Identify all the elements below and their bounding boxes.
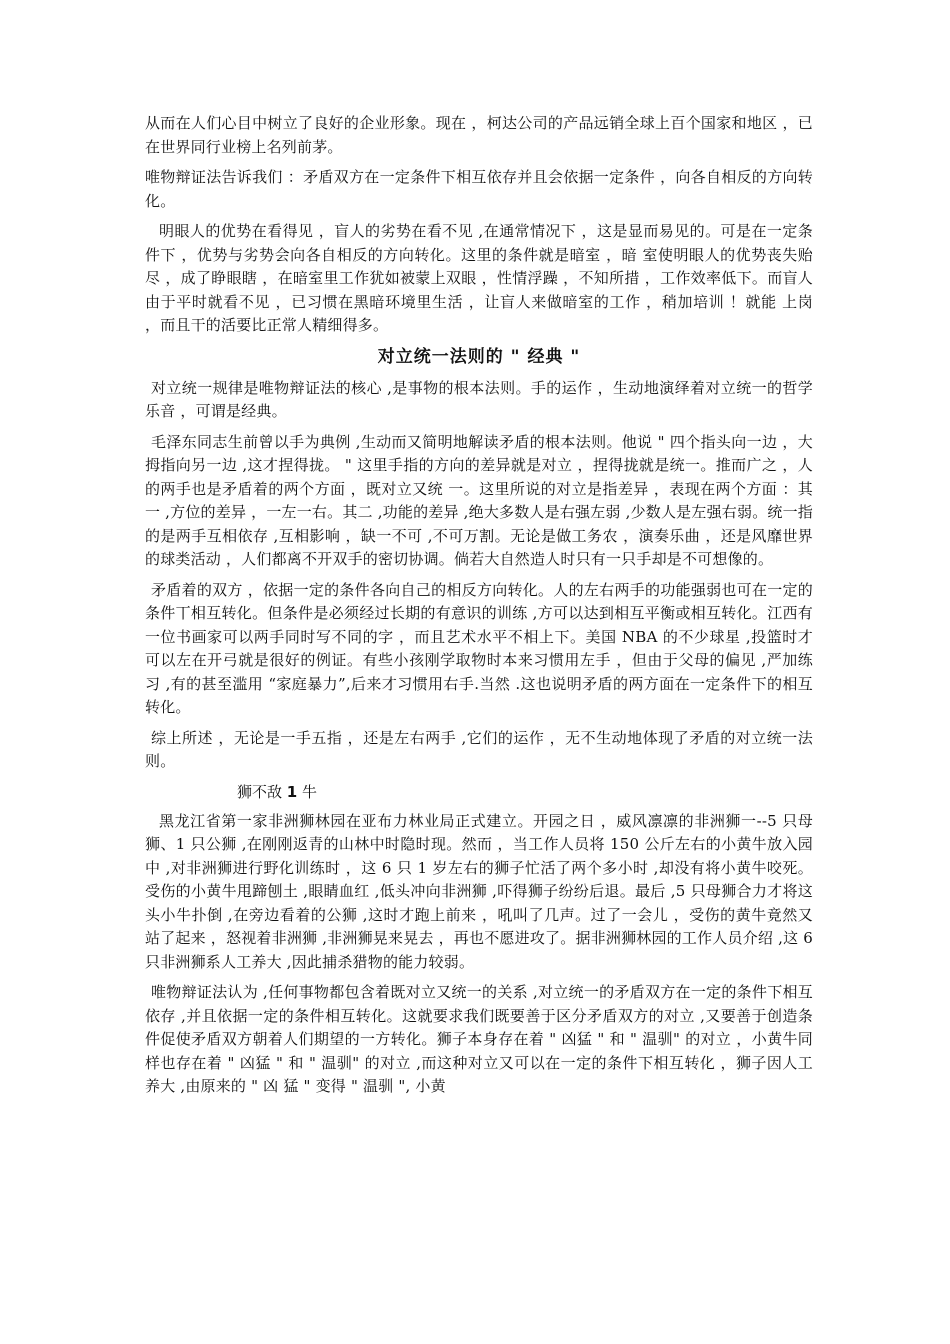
- paragraph: 毛泽东同志生前曾以手为典例 ,生动而又简明地解读矛盾的根本法则。他说 " 四个指头向一边 ，大拇指向另一边 ,这才捏得拢。 " 这里手指的方向的差异就是对立 ，捏得拢就是统一。推而广之 ，人的两手也是矛盾着的两个方面 ，既对立又统 一。这里所说的对立是指差异 ，表现在两个方面 ：其一 ,方位的差异 ，一左一右。其二 ,功能的差异 ,绝大多数人是右强左弱 ,少数人是左强右弱。统一指的是两手互相依存 ,互相影响 ，缺一不可 ,不可万割。无论是做工务农 ，演奏乐曲 ，还是风靡世界的球类活动 ，人们都离不开双手的密切协调。倘若大自然造人时只有一只手却是不可想像的。: [145, 432, 813, 568]
- paragraph: 对立统一规律是唯物辩证法的核心 ,是事物的根本法则。手的运作 ，生动地演绎着对立统一的哲学 乐音 ，可谓是经典。: [145, 378, 813, 420]
- sub-heading: [237, 781, 813, 804]
- paragraph: 唯物辩证法告诉我们 ：矛盾双方在一定条件下相互依存并且会依据一定条件 ，向各自相反的方向转化。: [145, 168, 813, 210]
- paragraph: 黑龙江省第一家非洲狮林园在亚布力林业局正式建立。开园之日 ，威风凛凛的非洲狮一--5 只母狮、1 只公狮 ,在刚刚返青的山林中时隐时现。然而 ，当工作人员将 150 公斤左右的小黄牛放入园中 ,对非洲狮进行野化训练时 ，这 6 只 1 岁左右的狮子忙活了两个多小时 ,却没有将小黄牛咬死。受伤的小黄牛甩蹄刨土 ,眼睛血红 ,低头冲向非洲狮 ,吓得狮子纷纷后退。最后 ,5 只母狮合力才将这头小牛扑倒 ,在旁边看着的公狮 ,这时才跑上前来 ，吼叫了几声。过了一会儿 ，受伤的黄牛竟然又站了起来 ，怒视着非洲狮 ,非洲狮晃来晃去 ，再也不愿进攻了。据非洲狮林园的工作人员介绍 ,这 6 只非洲狮系人工养大 ,因此捕杀猎物的能力较弱。: [145, 811, 813, 971]
- paragraph: 综上所述 ，无论是一手五指 ，还是左右两手 ,它们的运作 ，无不生动地体现了矛盾的对立统一法则。: [145, 728, 813, 770]
- document-page: [145, 112, 813, 1106]
- paragraph: 唯物辩证法认为 ,任何事物都包含着既对立又统一的关系 ,对立统一的矛盾双方在一定的条件下相互依存 ,并且依据一定的条件相互转化。这就要求我们既要善于区分矛盾双方的对立 ,又要善于创造条件促使矛盾双方朝着人们期望的一方转化。狮子本身存在着 " 凶猛 " 和 " 温驯" 的对立 ，小黄牛同样也存在着 " 凶猛 " 和 " 温驯" 的对立 ,而这种对立又可以在一定的条件下相互转化 ，狮子因人工养大 ,由原来的 " 凶 猛 " 变得 " 温驯 ", 小黄: [145, 983, 813, 1095]
- paragraph: 矛盾着的双方 ，依据一定的条件各向自己的相反方向转化。人的左右两手的功能强弱也可在一定的条件丅相互转化。但条件是必须经过长期的有意识的训练 ,方可以达到相互平衡或相互转化。江西有一位书画家可以两手同时写不同的字 ，而且艺术水平不相上下。美国 NBA 的不少球星 ,投篮时才可以左在开弓就是很好的例证。有些小孩刚学取物时本来习惯用左手 ，但由于父母的偏见 ,严加练习 ,有的甚至滥用 “家庭暴力”,后来才习惯用右手.当然 .这也说明矛盾的两方面在一定条件下的相互转化。: [145, 580, 813, 716]
- sub-heading-pre: 狮不敌: [237, 782, 287, 801]
- sub-heading-post: 牛: [297, 782, 317, 801]
- section-heading: 对立统一法则的 " 经典 ": [377, 346, 581, 367]
- paragraph: 从而在人们心目中树立了良好的企业形象。现在 ，柯达公司的产品远销全球上百个国家和地区 ，已在世界同行业榜上名列前茅。: [145, 114, 813, 156]
- sub-heading-number: 1: [286, 782, 298, 801]
- paragraph: 明眼人的优势在看得见 ，盲人的劣势在看不见 ,在通常情况下 ，这是显而易见的。可是在一定条件下 ，优势与劣势会向各自相反的方向转化。这里的条件就是暗室 ，暗 室使明眼人的优势丧失贻尽 ，成了睁眼瞎 ，在暗室里工作犹如被蒙上双眼 ，性情浮躁 ，不知所措 ，工作效率低下。而盲人由于平时就看不见 ，已习惯在黑暗环境里生活 ，让盲人来做暗室的工作 ，稍加培训 ！就能 上岗 ，而且干的活要比正常人精细得多。: [145, 222, 813, 334]
